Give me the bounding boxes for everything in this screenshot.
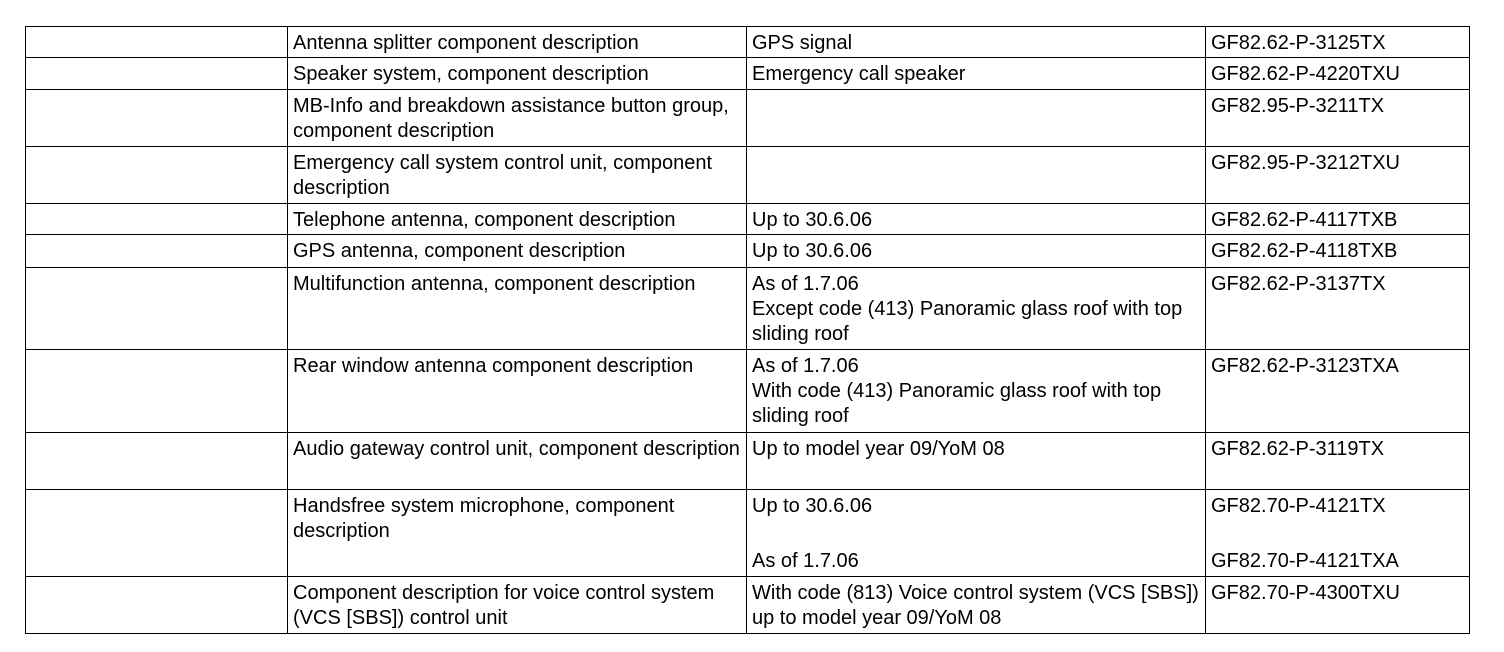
document-number: GF82.62-P-4220TXU xyxy=(1211,63,1400,85)
condition-cell xyxy=(747,433,1206,490)
component-cell xyxy=(288,27,747,58)
row-blank-cell xyxy=(26,490,288,577)
condition-text: As of 1.7.06 xyxy=(752,355,859,377)
component-text: GPS antenna, component description xyxy=(293,240,626,262)
condition-cell xyxy=(747,577,1206,634)
document-cell xyxy=(1206,27,1470,58)
table-row xyxy=(26,147,1470,204)
component-cell xyxy=(288,204,747,235)
document-cell xyxy=(1206,235,1470,268)
condition-text: GPS signal xyxy=(752,32,853,54)
document-number: GF82.62-P-3119TX xyxy=(1211,438,1385,460)
table-row xyxy=(26,433,1470,490)
component-cell xyxy=(288,350,747,433)
row-blank-cell xyxy=(26,235,288,268)
row-blank-cell xyxy=(26,90,288,147)
condition-cell xyxy=(747,90,1206,147)
table-row xyxy=(26,204,1470,235)
condition-cell xyxy=(747,268,1206,350)
condition-cell xyxy=(747,350,1206,433)
table-row xyxy=(26,577,1470,634)
component-text: Telephone antenna, component description xyxy=(293,209,676,231)
document-cell xyxy=(1206,90,1470,147)
row-blank-cell xyxy=(26,268,288,350)
document-number: GF82.62-P-3123TXA xyxy=(1211,355,1399,377)
condition-text: As of 1.7.06 xyxy=(752,550,859,572)
condition-cell xyxy=(747,235,1206,268)
document-number: GF82.62-P-3137TX xyxy=(1211,273,1386,295)
table-body xyxy=(26,27,1470,634)
component-cell xyxy=(288,577,747,634)
table-row xyxy=(26,350,1470,433)
condition-text: With code (813) Voice control system (VCS [SBS]) up to model year 09/YoM 08 xyxy=(752,582,1205,629)
document-number: GF82.62-P-4118TXB xyxy=(1211,240,1398,262)
component-cell xyxy=(288,490,747,577)
condition-text: Up to 30.6.06 xyxy=(752,209,873,231)
component-text: Antenna splitter component description xyxy=(293,32,639,54)
condition-text: Emergency call speaker xyxy=(752,63,966,85)
component-text: Speaker system, component description xyxy=(293,63,649,85)
component-cell xyxy=(288,433,747,490)
component-cell xyxy=(288,90,747,147)
document-number: GF82.70-P-4121TXA xyxy=(1211,550,1399,572)
spacer xyxy=(752,519,1200,549)
component-text: Audio gateway control unit, component description xyxy=(293,438,740,460)
row-blank-cell xyxy=(26,350,288,433)
component-text: Multifunction antenna, component description xyxy=(293,273,696,295)
table-row xyxy=(26,490,1470,577)
document-number: GF82.95-P-3211TX xyxy=(1211,95,1385,117)
component-text: Emergency call system control unit, component description xyxy=(293,152,718,199)
document-cell xyxy=(1206,490,1470,577)
table-row xyxy=(26,268,1470,350)
document-cell xyxy=(1206,577,1470,634)
table-row xyxy=(26,58,1470,90)
condition-cell xyxy=(747,147,1206,204)
condition-cell xyxy=(747,27,1206,58)
component-text: Component description for voice control system (VCS [SBS]) control unit xyxy=(293,582,720,629)
component-cell xyxy=(288,58,747,90)
condition-text: As of 1.7.06 xyxy=(752,273,859,295)
document-cell xyxy=(1206,204,1470,235)
document-number: GF82.62-P-4117TXB xyxy=(1211,209,1398,231)
document-cell xyxy=(1206,433,1470,490)
table-row xyxy=(26,27,1470,58)
document-number: GF82.62-P-3125TX xyxy=(1211,32,1386,54)
condition-text: With code (413) Panoramic glass roof with top sliding roof xyxy=(752,380,1167,427)
document-cell xyxy=(1206,58,1470,90)
row-blank-cell xyxy=(26,147,288,204)
component-cell xyxy=(288,147,747,204)
document-cell xyxy=(1206,268,1470,350)
row-blank-cell xyxy=(26,58,288,90)
document-cell xyxy=(1206,147,1470,204)
condition-cell xyxy=(747,58,1206,90)
document-number: GF82.95-P-3212TXU xyxy=(1211,152,1400,174)
component-text: Rear window antenna component description xyxy=(293,355,694,377)
table-row xyxy=(26,90,1470,147)
condition-cell xyxy=(747,204,1206,235)
component-cell xyxy=(288,235,747,268)
row-blank-cell xyxy=(26,27,288,58)
row-blank-cell xyxy=(26,577,288,634)
component-cell xyxy=(288,268,747,350)
table-row xyxy=(26,235,1470,268)
component-text: MB-Info and breakdown assistance button group, component description xyxy=(293,95,735,142)
document-number: GF82.70-P-4300TXU xyxy=(1211,582,1400,604)
condition-text: Up to 30.6.06 xyxy=(752,495,873,517)
condition-cell xyxy=(747,490,1206,577)
condition-text: Except code (413) Panoramic glass roof with top sliding roof xyxy=(752,298,1188,345)
component-reference-table xyxy=(25,26,1470,634)
condition-text: Up to model year 09/YoM 08 xyxy=(752,438,1005,460)
row-blank-cell xyxy=(26,204,288,235)
component-text: Handsfree system microphone, component description xyxy=(293,495,680,542)
document-number: GF82.70-P-4121TX xyxy=(1211,495,1386,517)
condition-text: Up to 30.6.06 xyxy=(752,240,873,262)
row-blank-cell xyxy=(26,433,288,490)
document-cell xyxy=(1206,350,1470,433)
spacer xyxy=(1211,519,1464,549)
